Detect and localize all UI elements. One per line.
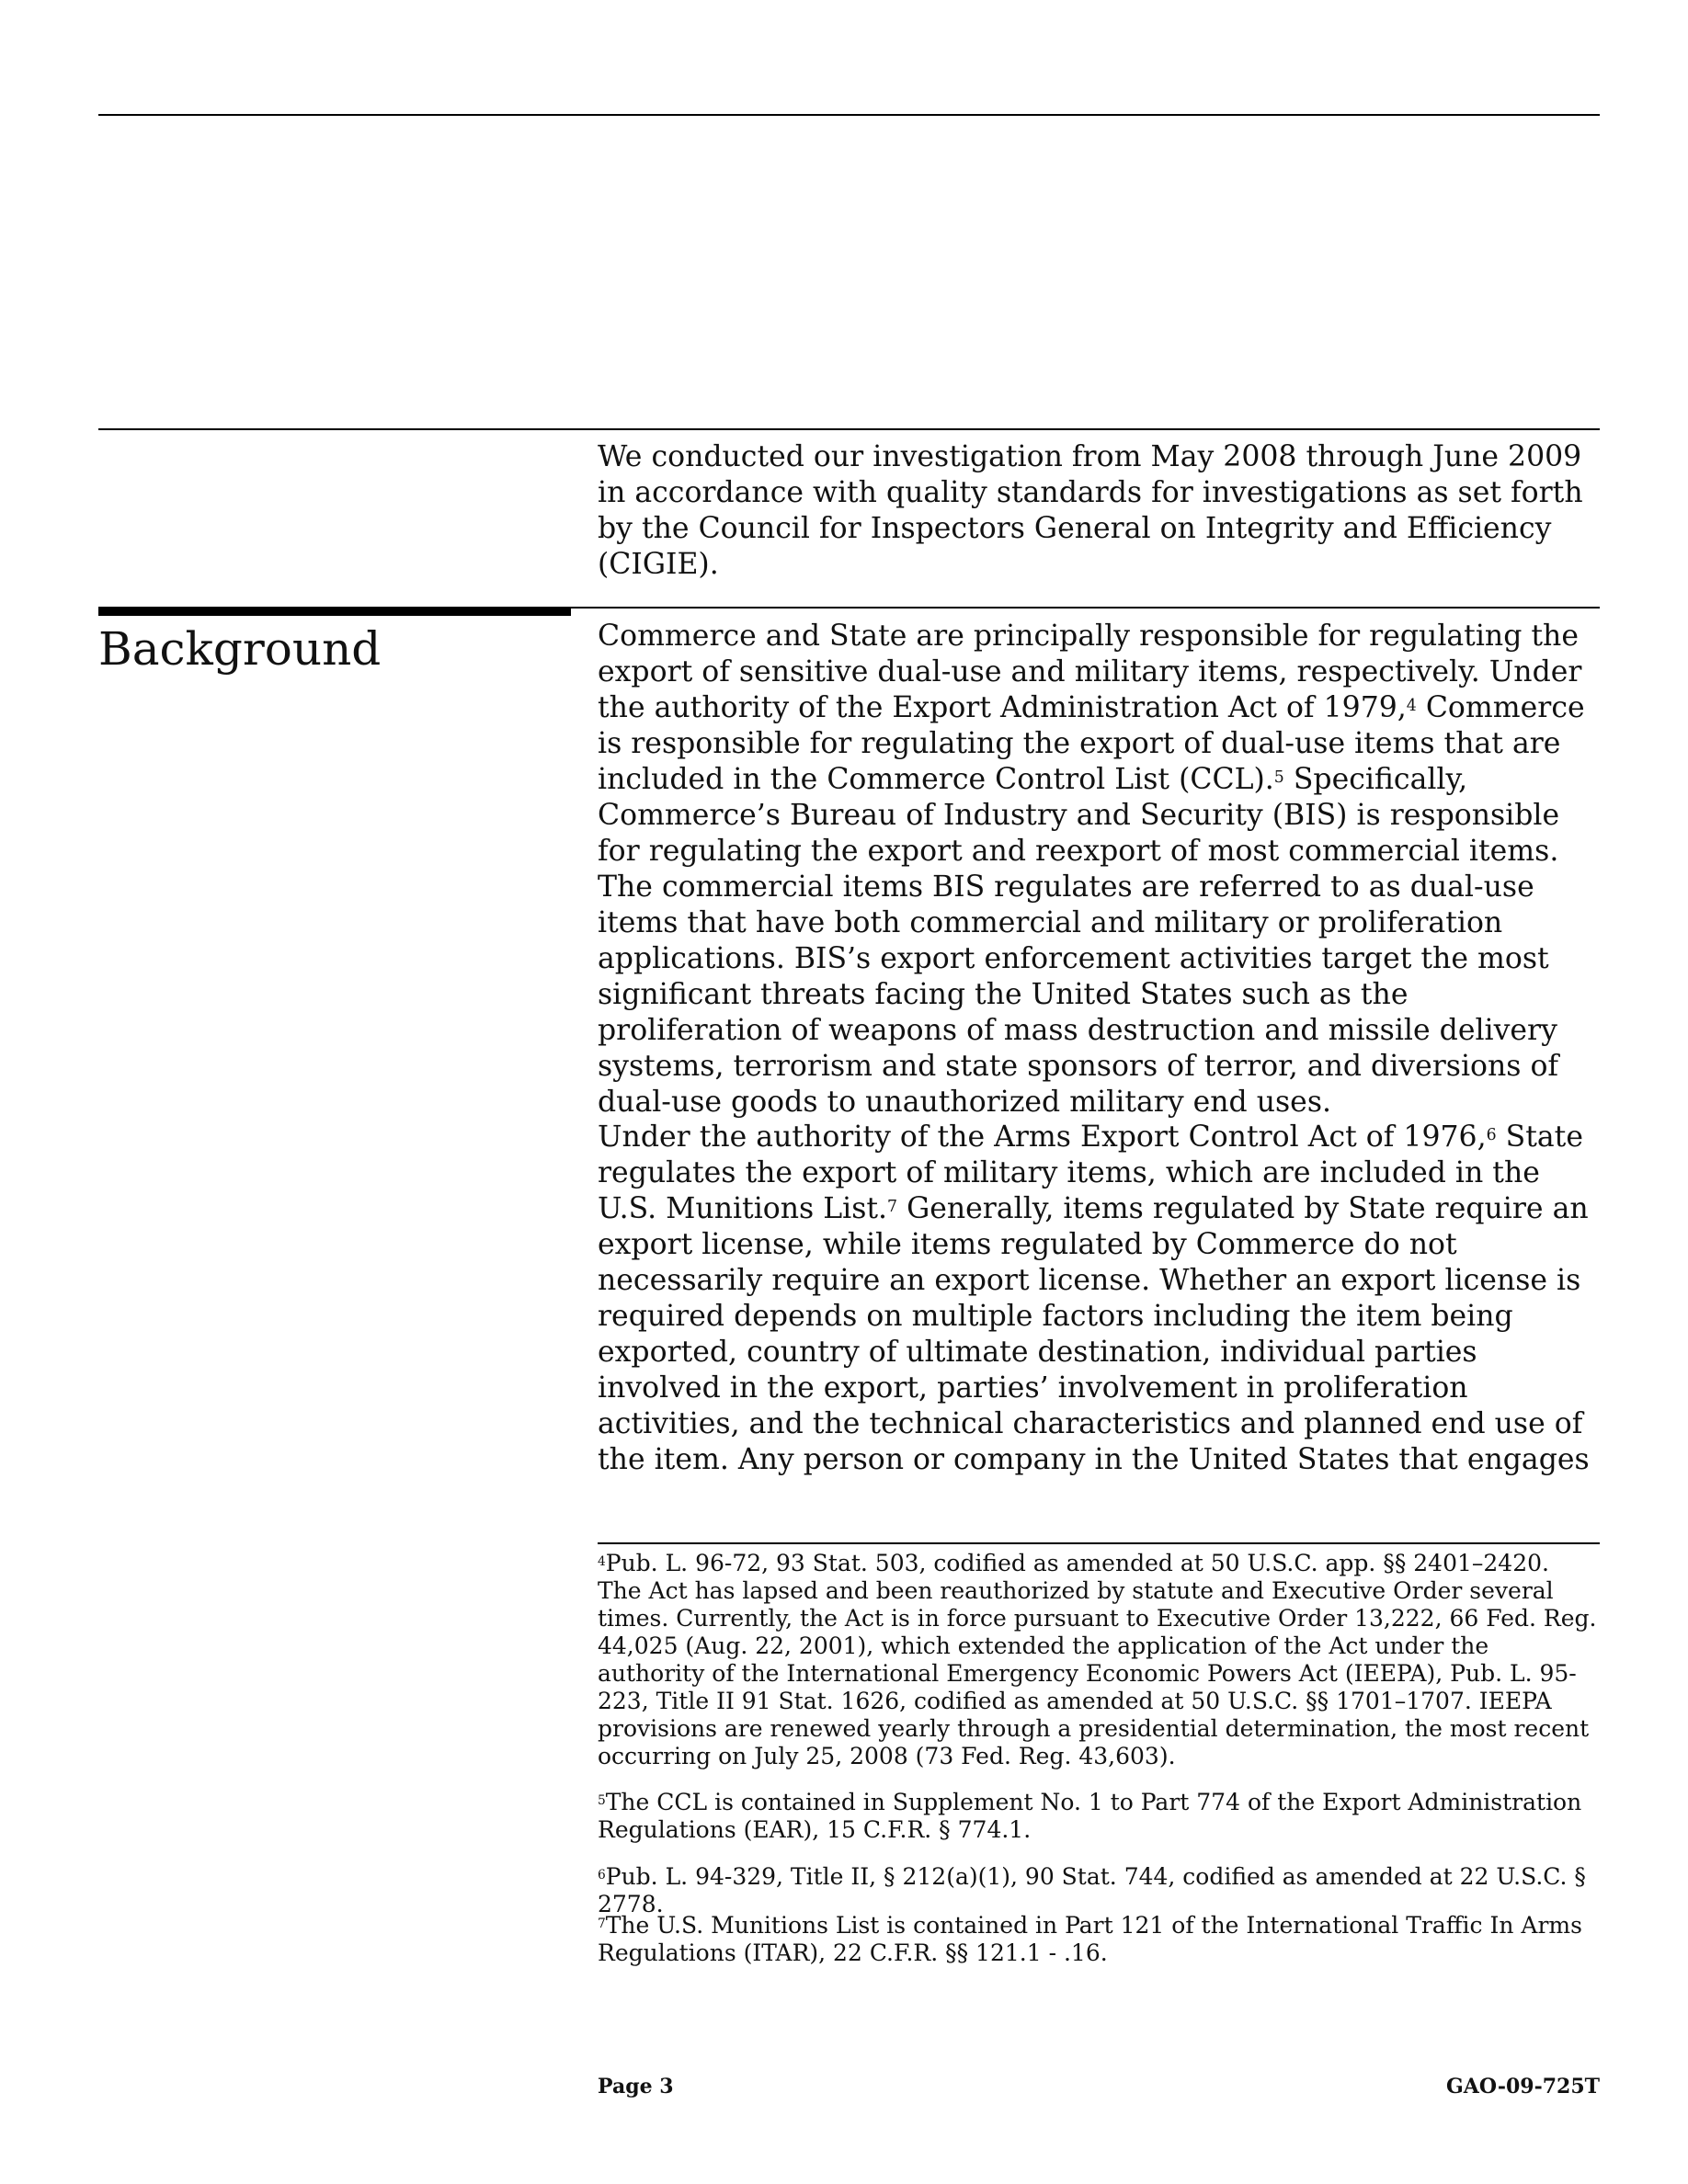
footnote-4 [598,1550,1600,1770]
footnote-ref-5[interactable]: 5 [1273,768,1284,787]
paragraph-text: Generally, items regulated by State require an export license, while items regulated by Commerce do not necessarily require an export license. Whether an export license is required depends on multiple factors including the item being exported, country of ultimate destination, individual parties involved in the export, parties’ involvement in proliferation activities, and the technical characteristics and planned end use of the item. Any person or company in the United States that engages [598,1192,1590,1476]
footnote-text: The CCL is contained in Supplement No. 1 to Part 774 of the Export Administration Regulations (EAR), 15 C.F.R. § 774.1. [598,1789,1582,1843]
page-number: Page 3 [598,2075,674,2099]
paragraph-text: Under the authority of the Arms Export Control Act of 1976, [598,1120,1487,1154]
footnote-5 [598,1789,1600,1844]
top-rule [98,114,1600,116]
footnote-text: Pub. L. 96-72, 93 Stat. 503, codified as amended at 50 U.S.C. app. §§ 2401–2420. The Act has lapsed and been reauthorized by statute and Executive Order several times. Currently, the Act is in force pursuant to Executive Order 13,222, 66 Fed. Reg. 44,025 (Aug. 22, 2001), which extended the application of the Act under the authority of the International Emergency Economic Powers Act (IEEPA), Pub. L. 95-223, Title II 91 Stat. 1626, codified as amended at 50 U.S.C. §§ 1701–1707. IEEPA provisions are renewed yearly through a presidential determination, the most recent occurring on July 25, 2008 (73 Fed. Reg. 43,603). [598,1550,1597,1769]
footnote-7 [598,1912,1600,1967]
footnote-text: The U.S. Munitions List is contained in Part 121 of the International Traffic In Arms Regulations (ITAR), 22 C.F.R. §§ 121.1 - .16. [598,1912,1582,1966]
footnote-number: 4 [598,1554,606,1569]
section-heading: Background [98,622,382,676]
footnote-ref-4[interactable]: 4 [1406,697,1417,715]
footnote-6 [598,1863,1600,1918]
section-rule [571,607,1600,609]
paragraph-text: State regulates the export of military items, which are included in the U.S. Munitions List. [598,1120,1583,1225]
background-paragraph-2 [598,1120,1600,1478]
footnote-rule [598,1542,1600,1544]
footnote-ref-7[interactable]: 7 [887,1198,898,1216]
report-id: GAO-09-725T [1446,2075,1600,2099]
footnote-ref-6[interactable]: 6 [1486,1126,1497,1144]
footnote-number: 7 [598,1917,606,1931]
section-heading-bar [98,607,571,616]
footnote-text: Pub. L. 94-329, Title II, § 212(a)(1), 90 Stat. 744, codified as amended at 22 U.S.C. § 2778. [598,1863,1586,1917]
paragraph-text: Specifically, Commerce’s Bureau of Industry and Security (BIS) is responsible for regulating the export and reexport of most commercial items. The commercial items BIS regulates are referred to as dual-use items that have both commercial and military or proliferation applications. BIS’s export enforcement activities target the most significant threats facing the United States such as the proliferation of weapons of mass destruction and missile delivery systems, terrorism and state sponsors of terror, and diversions of dual-use goods to unauthorized military end uses. [598,763,1560,1119]
background-paragraph-1 [598,619,1600,1120]
footnote-number: 6 [598,1868,606,1883]
paragraph-text: Commerce and State are principally responsible for regulating the export of sensitive dual-use and military items, respectively. Under the authority of the Export Administration Act of 1979, [598,620,1582,724]
paragraph-text: Commerce is responsible for regulating the export of dual-use items that are included in the Commerce Control List (CCL). [598,691,1585,796]
intro-paragraph: We conducted our investigation from May 2008 through June 2009 in accordance with quality standards for investigations as set forth by the Council for Inspectors General on Integrity and Efficiency (CIGIE). [598,440,1583,581]
footnote-number: 5 [598,1793,606,1808]
intro-rule [98,428,1600,430]
